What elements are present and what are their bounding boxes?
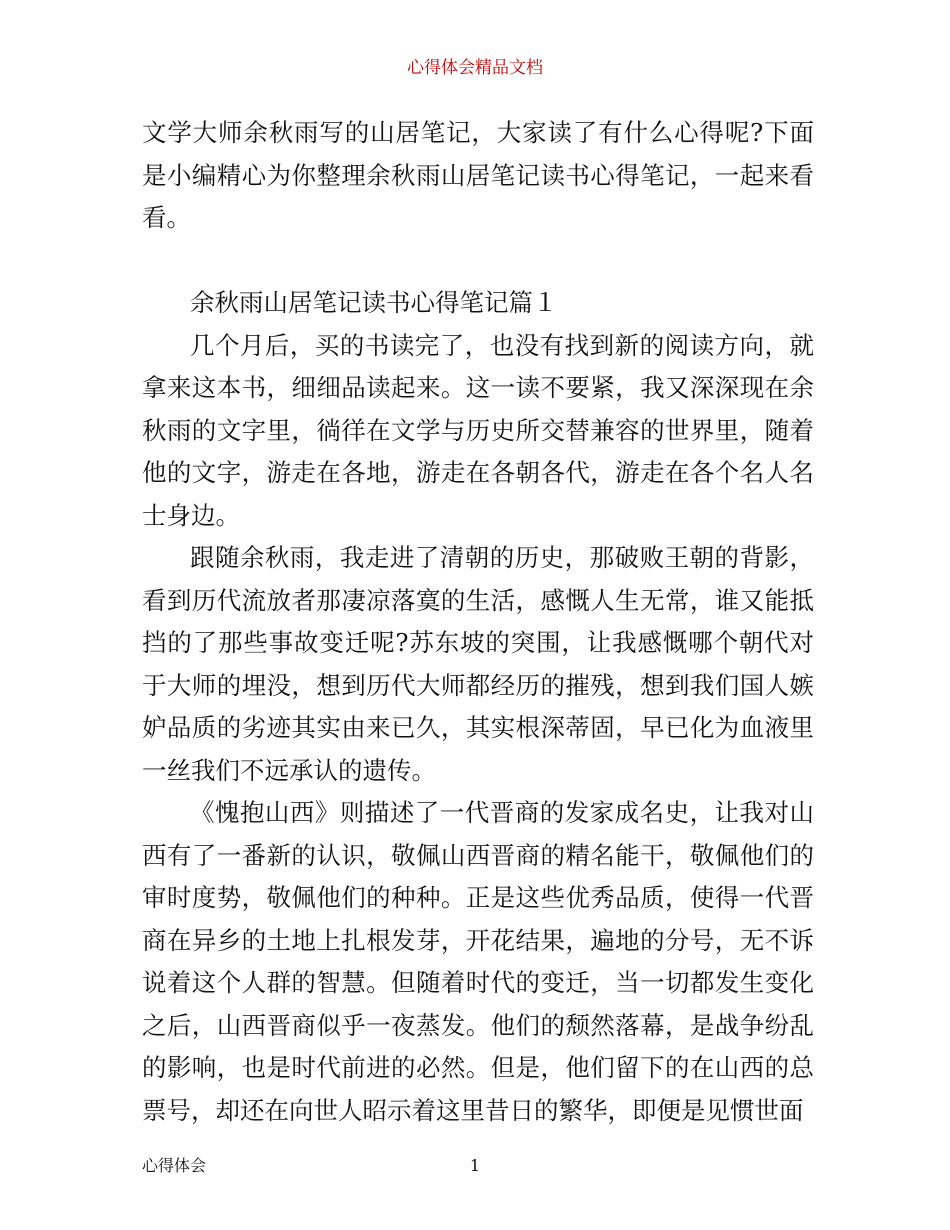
intro-paragraph: 文学大师余秋雨写的山居笔记，大家读了有什么心得呢?下面是小编精心为你整理余秋雨山居笔记读书心得笔记，一起来看看。 <box>142 118 814 232</box>
document-body <box>142 112 814 1132</box>
section-title: 余秋雨山居笔记读书心得笔记篇１ <box>190 288 558 317</box>
body-paragraph: 几个月后，买的书读完了，也没有找到新的阅读方向，就拿来这本书，细细品读起来。这一读不要紧，我又深深现在余秋雨的文字里，徜徉在文学与历史所交替兼容的世界里，随着他的文字，游走在各地，游走在各朝各代，游走在各个名人名士身边。 <box>142 330 814 530</box>
page-header-title: 心得体会精品文档 <box>407 58 543 78</box>
body-paragraph: 跟随余秋雨，我走进了清朝的历史，那破败王朝的背影，看到历代流放者那凄凉落寞的生活，感慨人生无常，谁又能抵挡的了那些事故变迁呢?苏东坡的突围，让我感慨哪个朝代对于大师的埋没，想到历代大师都经历的摧残，想到我们国人嫉妒品质的劣迹其实由来已久，其实根深蒂固，早已化为血液里一丝我们不远承认的遗传。 <box>142 543 814 785</box>
footer-label: 心得体会 <box>142 1156 207 1175</box>
body-paragraph: 《愧抱山西》则描述了一代晋商的发家成名史，让我对山西有了一番新的认识，敬佩山西晋商的精名能干，敬佩他们的审时度势，敬佩他们的种种。正是这些优秀品质，使得一代晋商在异乡的土地上扎根发芽，开花结果，遍地的分号，无不诉说着这个人群的智慧。但随着时代的变迁，当一切都发生变化之后，山西晋商似乎一夜蒸发。他们的颓然落幕，是战争纷乱的影响，也是时代前进的必然。但是，他们留下的在山西的总票号，却还在向世人昭示着这里昔日的繁华，即便是见惯世面 <box>142 798 814 1125</box>
page-number: 1 <box>469 1156 481 1175</box>
